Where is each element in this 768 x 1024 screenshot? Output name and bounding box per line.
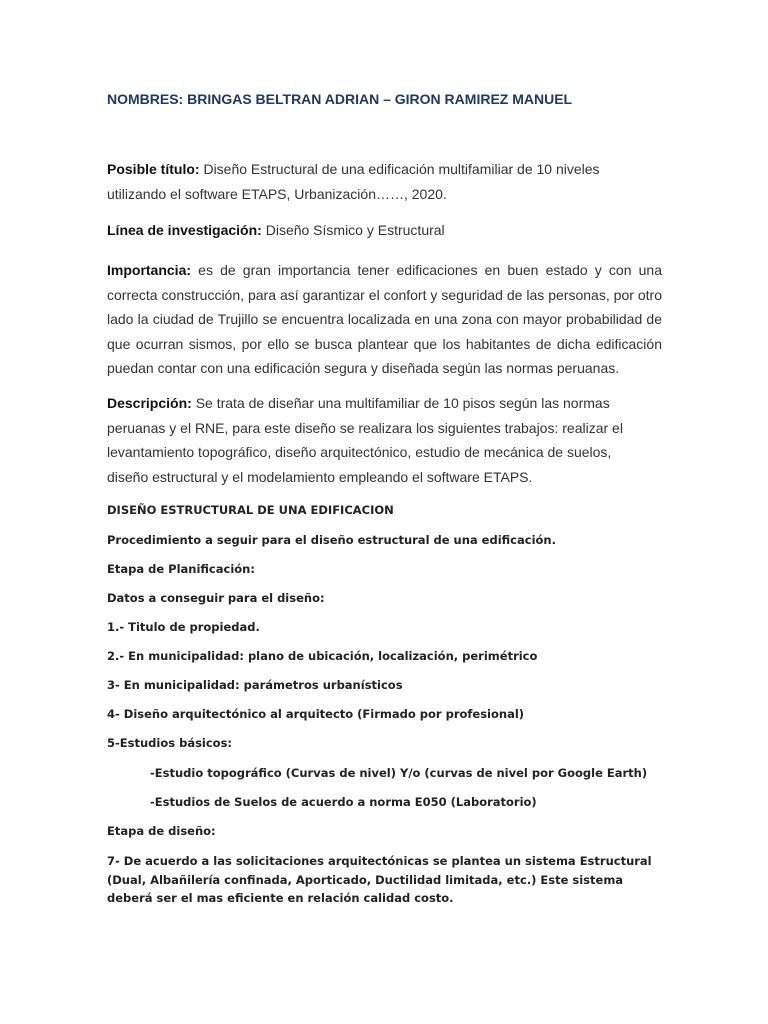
list-item-3: 3- En municipalidad: parámetros urbanísticos [107, 678, 403, 692]
posible-titulo-paragraph [107, 157, 662, 206]
etapa-planificacion-heading: Etapa de Planificación: [107, 562, 255, 576]
sub-item-suelos: -Estudios de Suelos de acuerdo a norma E050 (Laboratorio) [150, 795, 537, 809]
procedimiento-line: Procedimiento a seguir para el diseño estructural de una edificación. [107, 533, 556, 547]
importancia-label: Importancia: [107, 262, 192, 278]
posible-titulo-label: Posible título: [107, 161, 200, 177]
descripcion-text: Se trata de diseñar una multifamiliar de 10 pisos según las normas peruanas y el RNE, para este diseño se realizara los siguientes trabajos: realizar el levantamiento topográfico, diseño arquitectónico, estudio de mecánica de suelos, diseño estructural y el modelamiento empleando el software ETAPS. [107, 395, 623, 485]
datos-line: Datos a conseguir para el diseño: [107, 591, 325, 605]
student-names: NOMBRES: BRINGAS BELTRAN ADRIAN – GIRON RAMIREZ MANUEL [107, 91, 573, 107]
list-item-1: 1.- Titulo de propiedad. [107, 620, 260, 634]
descripcion-paragraph [107, 391, 655, 489]
posible-titulo-text: Diseño Estructural de una edificación multifamiliar de 10 niveles utilizando el software ETAPS, Urbanización……, 2020. [107, 161, 600, 202]
linea-investigacion-paragraph [107, 221, 662, 239]
list-item-2: 2.- En municipalidad: plano de ubicación, localización, perimétrico [107, 649, 538, 663]
sub-item-topografico: -Estudio topográfico (Curvas de nivel) Y/o (curvas de nivel por Google Earth) [150, 766, 648, 780]
list-item-4: 4- Diseño arquitectónico al arquitecto (Firmado por profesional) [107, 707, 525, 721]
linea-investigacion-text: Diseño Sísmico y Estructural [261, 222, 445, 238]
importancia-paragraph [107, 258, 662, 381]
list-item-7: 7- De acuerdo a las solicitaciones arquitectónicas se plantea un sistema Estructural (Dual, Albañilería confinada, Aporticado, Ductilidad limitada, etc.) Este sistema deberá ser el mas eficiente en relación calidad costo. [107, 854, 652, 905]
section-heading: DISEÑO ESTRUCTURAL DE UNA EDIFICACION [107, 503, 394, 517]
importancia-text: es de gran importancia tener edificaciones en buen estado y con una correcta construcción, para así garantizar el confort y seguridad de las personas, por otro lado la ciudad de Trujillo se encuentra localizada en una zona con mayor probabilidad de que ocurran sismos, por ello se busca plantear que los habitantes de dicha edificación puedan contar con una edificación segura y diseñada según las normas peruanas. [107, 262, 662, 376]
descripcion-label: Descripción: [107, 395, 192, 411]
list-item-5: 5-Estudios básicos: [107, 736, 233, 750]
etapa-diseno-heading: Etapa de diseño: [107, 824, 216, 838]
linea-investigacion-label: Línea de investigación: [107, 222, 262, 238]
